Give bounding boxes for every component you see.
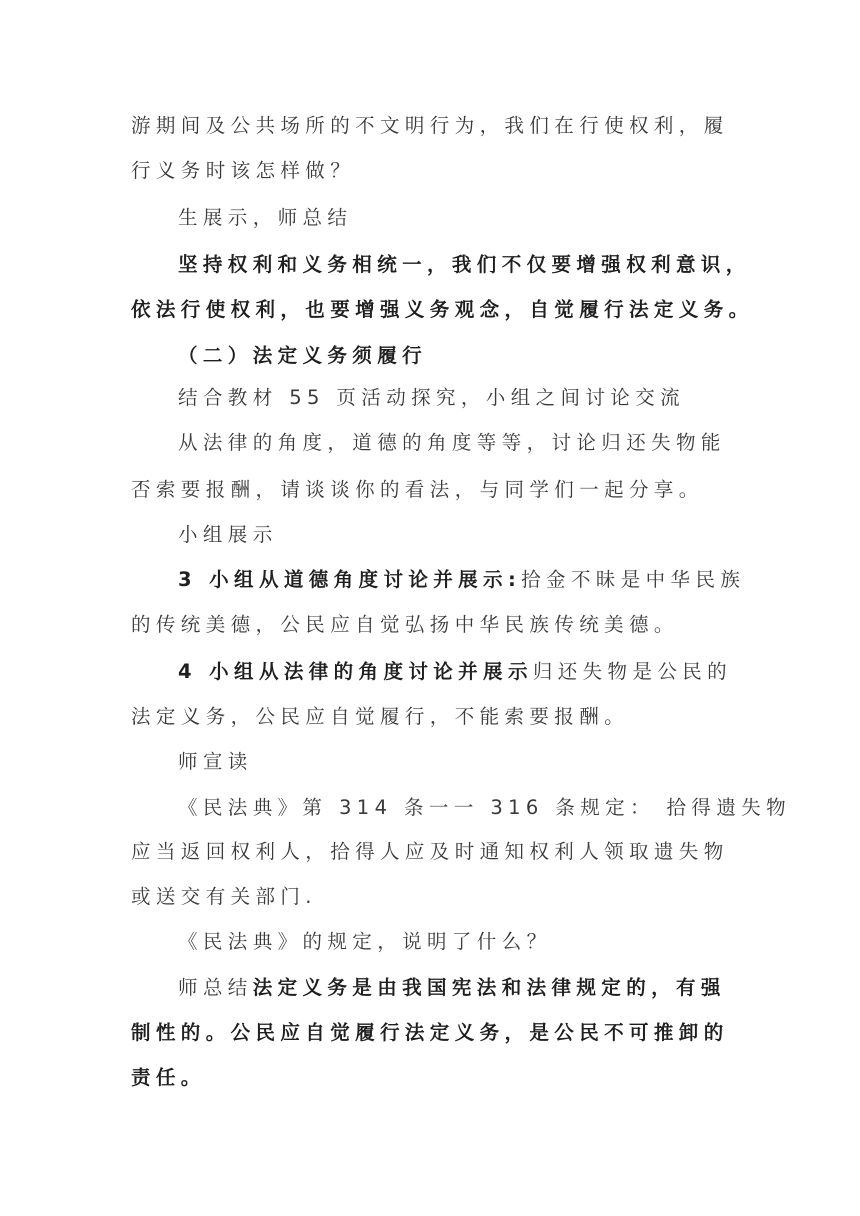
- bold-conclusion-line: 依法行使权利，也要增强义务观念，自觉履行法定义务。: [131, 298, 754, 321]
- paragraph-line: 小组展示: [178, 523, 278, 546]
- paragraph-line: 行义务时该怎样做？: [131, 159, 356, 182]
- paragraph-line: 生展示，师总结: [178, 206, 353, 229]
- group-3-line: [178, 566, 778, 594]
- bold-conclusion-line: 坚持权利和义务相统一，我们不仅要增强权利意识，: [178, 253, 751, 276]
- group-4-label: 4 小组从法律的角度讨论并展示: [178, 660, 533, 683]
- section-heading: （二）法定义务须履行: [178, 344, 428, 367]
- paragraph-line: 否索要报酬，请谈谈你的看法，与同学们一起分享。: [131, 478, 704, 501]
- group-3-text: 拾金不昧是中华民族: [521, 568, 746, 591]
- teacher-summary-lead: 师总结: [178, 976, 253, 999]
- group-3-label: 3 小组从道德角度讨论并展示:: [178, 568, 522, 591]
- group-4-text: 归还失物是公民的: [532, 660, 733, 683]
- bold-conclusion-line: 责任。: [131, 1066, 206, 1089]
- bold-conclusion-line: 制性的。公民应自觉履行法定义务，是公民不可推卸的: [131, 1021, 729, 1044]
- teacher-summary-line: [178, 974, 778, 1002]
- paragraph-line: 《民法典》第 314 条一一 316 条规定： 拾得遗失物: [178, 796, 792, 819]
- paragraph-line: 法定义务，公民应自觉履行，不能索要报酬。: [131, 705, 630, 728]
- paragraph-line: 《民法典》的规定，说明了什么？: [178, 930, 552, 953]
- group-4-line: [178, 658, 778, 686]
- paragraph-line: 结合教材 55 页活动探究，小组之间讨论交流: [178, 386, 686, 409]
- teacher-summary-bold: 法定义务是由我国宪法和法律规定的，有强: [252, 976, 726, 999]
- paragraph-line: 或送交有关部门.: [131, 885, 317, 908]
- paragraph-line: 游期间及公共场所的不文明行为，我们在行使权利，履: [131, 114, 729, 137]
- paragraph-line: 从法律的角度，道德的角度等等，讨论归还失物能: [178, 431, 726, 454]
- paragraph-line: 师宣读: [178, 750, 253, 773]
- paragraph-line: 的传统美德，公民应自觉弘扬中华民族传统美德。: [131, 613, 679, 636]
- paragraph-line: 应当返回权利人，拾得人应及时通知权利人领取遗失物: [131, 840, 729, 863]
